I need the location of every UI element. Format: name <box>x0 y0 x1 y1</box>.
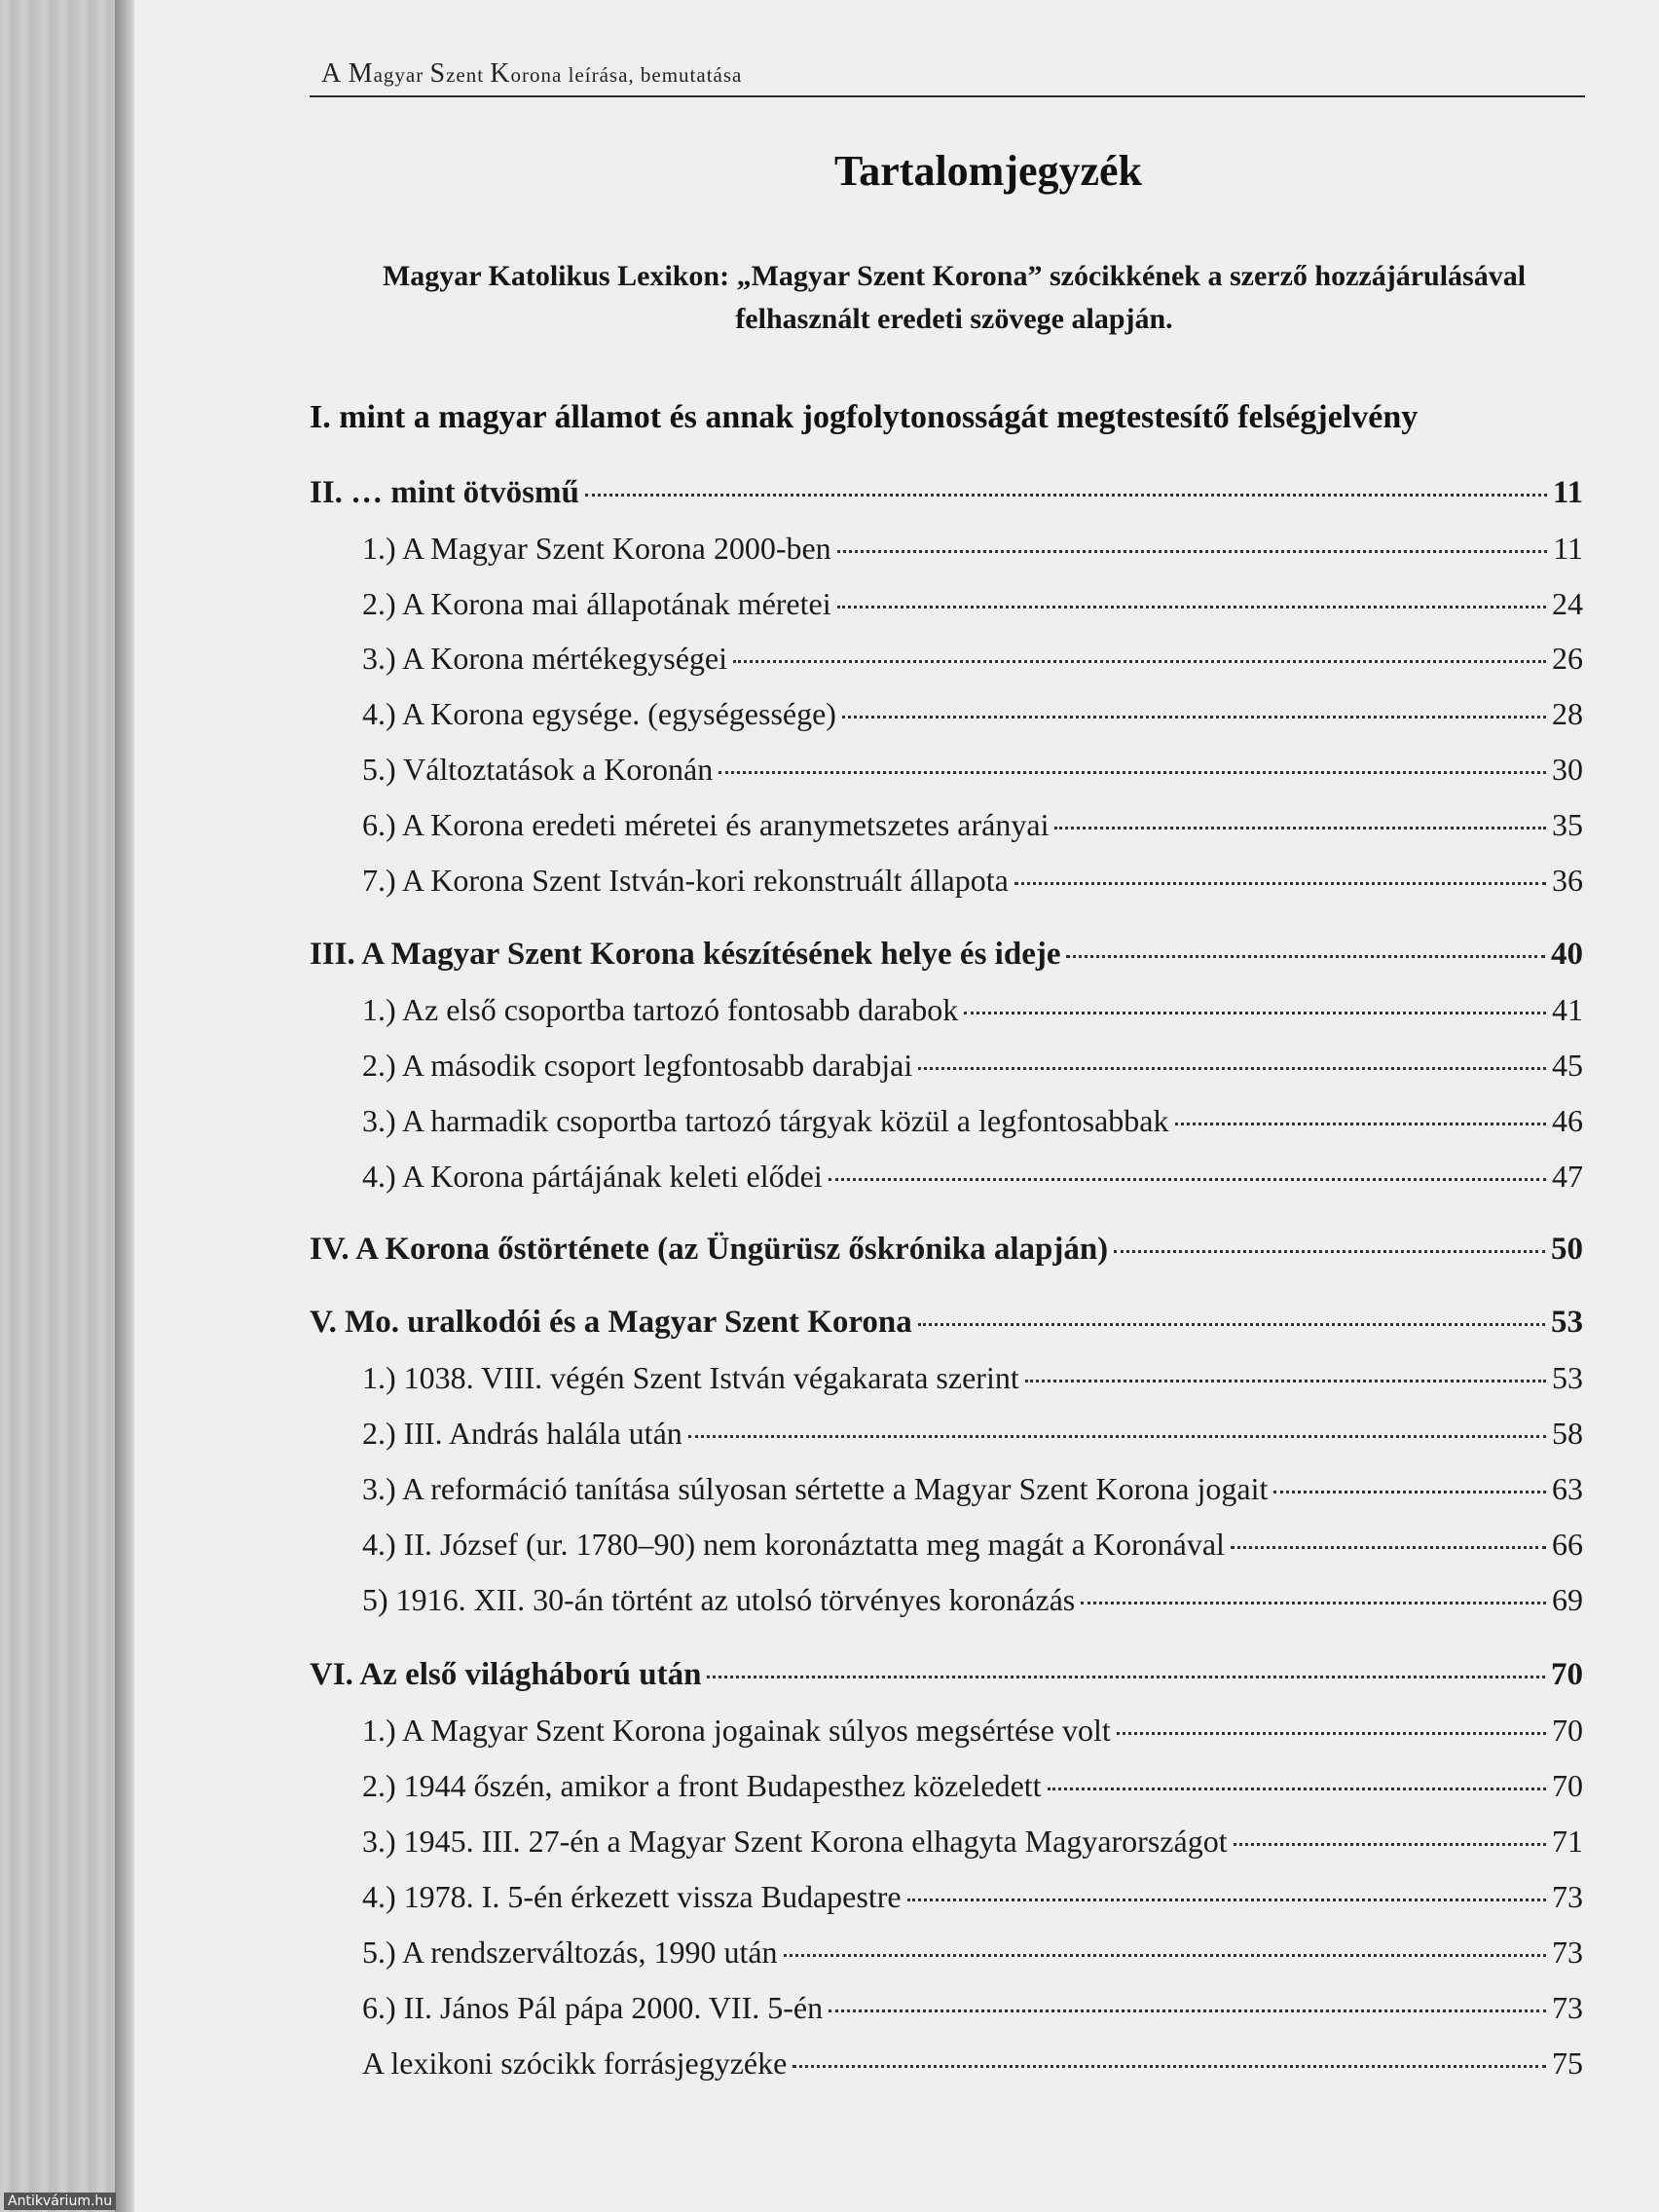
toc-entry-title: 1.) A Magyar Szent Korona jogainak súlyos megsértése volt <box>362 1713 1111 1748</box>
toc-entry-title: 6.) II. János Pál pápa 2000. VII. 5-én <box>362 1990 824 2025</box>
toc-entry <box>362 2046 1583 2082</box>
page-edge-shadow <box>115 0 136 2212</box>
toc-entry-title: 3.) 1945. III. 27-én a Magyar Szent Korona elhagyta Magyarországot <box>362 1824 1228 1859</box>
toc-page-number: 53 <box>1551 1305 1583 1340</box>
toc-entry <box>310 1232 1583 1268</box>
toc-entry <box>362 696 1583 732</box>
dot-leader <box>1231 1546 1546 1549</box>
toc-entry <box>310 1305 1583 1341</box>
dot-leader <box>1066 955 1545 958</box>
toc-entry <box>362 1768 1583 1804</box>
toc-entry-title: 6.) A Korona eredeti méretei és aranymetszetes arányai <box>362 807 1050 842</box>
subtitle-line-2: felhasznált eredeti szövege alapján. <box>735 303 1173 335</box>
toc-page-number: 70 <box>1552 1713 1583 1748</box>
toc-entry <box>362 807 1583 843</box>
dot-leader <box>1081 1602 1546 1604</box>
toc-entry-title: 7.) A Korona Szent István-kori rekonstruált állapota <box>362 863 1009 898</box>
dot-leader <box>733 660 1546 663</box>
toc-entry-title: VI. Az első világháború után <box>310 1657 702 1692</box>
toc-entry <box>362 1582 1583 1618</box>
toc-page-number: 73 <box>1552 1879 1583 1914</box>
toc-entry-title: II. … mint ötvösmű <box>310 475 579 510</box>
toc-entry-title: 1.) Az első csoportba tartozó fontosabb darabok <box>362 992 959 1027</box>
dot-leader <box>793 2065 1546 2068</box>
toc-entry <box>362 1360 1583 1396</box>
toc-page-number: 45 <box>1552 1048 1583 1083</box>
toc-entry-title: 3.) A harmadik csoportba tartozó tárgyak közül a legfontosabbak <box>362 1103 1169 1138</box>
subtitle-line-1: Magyar Katolikus Lexikon: „Magyar Szent Korona” szócikkének a szerző hozzájárulásával <box>382 260 1527 292</box>
toc-page-number: 71 <box>1552 1824 1583 1859</box>
toc-entry-title: 4.) 1978. I. 5-én érkezett vissza Budapestre <box>362 1879 902 1914</box>
dot-leader <box>585 494 1547 497</box>
toc-entry-title: 3.) A Korona mértékegységei <box>362 641 727 676</box>
dot-leader <box>918 1323 1545 1326</box>
watermark: Antikvárium.hu <box>4 2193 116 2210</box>
toc-entry-title: III. A Magyar Szent Korona készítésének helye és ideje <box>310 937 1061 972</box>
toc-page-number: 30 <box>1552 752 1583 787</box>
part-one-heading: I. mint a magyar államot és annak jogfolytonosságát megtestesítő felségjelvény <box>310 399 1419 435</box>
toc-entry <box>362 1935 1583 1971</box>
toc-entry <box>310 1657 1583 1693</box>
toc-page-number: 50 <box>1551 1232 1583 1267</box>
toc-entry-title: 4.) II. József (ur. 1780–90) nem koronáztatta meg magát a Koronával <box>362 1527 1225 1562</box>
dot-leader <box>1114 1250 1545 1253</box>
toc-page-number: 75 <box>1552 2046 1583 2081</box>
dot-leader <box>907 1899 1546 1901</box>
toc-entry <box>362 1159 1583 1195</box>
toc-entry <box>362 1879 1583 1915</box>
subtitle <box>321 255 1587 341</box>
toc-page-number: 73 <box>1552 1935 1583 1970</box>
toc-page-number: 58 <box>1552 1416 1583 1451</box>
toc-entry-title: 5) 1916. XII. 30-án történt az utolsó törvényes koronázás <box>362 1582 1076 1617</box>
header-rule <box>310 95 1585 97</box>
toc-page-number: 70 <box>1551 1657 1583 1692</box>
dot-leader <box>918 1067 1546 1070</box>
toc-entry-title: A lexikoni szócikk forrásjegyzéke <box>362 2046 788 2081</box>
page-title: Tartalomjegyzék <box>833 147 1143 195</box>
dot-leader <box>707 1676 1545 1678</box>
toc-entry <box>362 752 1583 788</box>
toc-entry <box>362 641 1583 677</box>
toc-entry <box>362 586 1583 622</box>
toc-entry-title: 2.) A Korona mai állapotának méretei <box>362 586 831 621</box>
dot-leader <box>964 1012 1546 1014</box>
toc-entry-title: 3.) A reformáció tanítása súlyosan sértette a Magyar Szent Korona jogait <box>362 1471 1269 1506</box>
dot-leader <box>837 606 1546 608</box>
dot-leader <box>842 716 1546 719</box>
toc-entry <box>362 1048 1583 1084</box>
toc-entry <box>362 1416 1583 1452</box>
toc-entry <box>362 1471 1583 1507</box>
toc-entry-title: 1.) A Magyar Szent Korona 2000-ben <box>362 531 831 566</box>
toc-entry-title: 4.) A Korona pártájának keleti elődei <box>362 1159 823 1194</box>
toc-page-number: 36 <box>1552 863 1583 898</box>
toc-entry <box>310 937 1583 973</box>
toc-page-number: 40 <box>1551 937 1583 972</box>
toc-entry <box>362 1103 1583 1139</box>
dot-leader <box>1025 1380 1546 1382</box>
toc-entry-title: 2.) A második csoport legfontosabb darabjai <box>362 1048 913 1083</box>
toc-page-number: 63 <box>1552 1471 1583 1506</box>
toc-page-number: 46 <box>1552 1103 1583 1138</box>
toc-entry-title: 2.) III. András halála után <box>362 1416 682 1451</box>
toc-entry <box>310 475 1583 511</box>
toc-entry <box>362 531 1583 567</box>
toc-page-number: 11 <box>1552 475 1583 510</box>
dot-leader <box>719 771 1546 774</box>
dot-leader <box>1175 1123 1547 1125</box>
toc-entry <box>362 1990 1583 2026</box>
toc-page-number: 26 <box>1552 641 1583 676</box>
dot-leader <box>1117 1732 1546 1735</box>
toc-entry <box>362 1713 1583 1749</box>
toc-page-number: 70 <box>1552 1768 1583 1803</box>
toc-entry-title: 5.) A rendszerváltozás, 1990 után <box>362 1935 778 1970</box>
toc-entry-title: V. Mo. uralkodói és a Magyar Szent Korona <box>310 1305 912 1340</box>
dot-leader <box>1048 1788 1546 1790</box>
dot-leader <box>688 1435 1546 1438</box>
toc-entry-title: 2.) 1944 őszén, amikor a front Budapesthez közeledett <box>362 1768 1042 1803</box>
dot-leader <box>829 2009 1546 2012</box>
toc-page-number: 41 <box>1552 992 1583 1027</box>
toc-entry <box>362 1824 1583 1860</box>
dot-leader <box>1273 1491 1546 1493</box>
toc-page-number: 73 <box>1552 1990 1583 2025</box>
dot-leader <box>1234 1843 1546 1846</box>
toc-page-number: 53 <box>1552 1360 1583 1395</box>
dot-leader <box>829 1178 1546 1181</box>
toc-entry <box>362 1527 1583 1563</box>
toc-page-number: 47 <box>1552 1159 1583 1194</box>
toc-page-number: 11 <box>1553 531 1583 566</box>
dot-leader <box>1014 882 1546 885</box>
toc-page-number: 69 <box>1552 1582 1583 1617</box>
toc-entry-title: IV. A Korona őstörténete (az Üngürüsz őskrónika alapján) <box>310 1232 1109 1267</box>
toc-page-number: 66 <box>1552 1527 1583 1562</box>
running-head: A Magyar Szent Korona leírása, bemutatása <box>321 58 743 89</box>
dot-leader <box>784 1954 1546 1957</box>
toc-entry <box>362 863 1583 899</box>
background-strip <box>0 0 125 2212</box>
dot-leader <box>837 550 1548 553</box>
toc-page-number: 24 <box>1552 586 1583 621</box>
toc-entry-title: 5.) Változtatások a Koronán <box>362 752 714 787</box>
toc-page-number: 35 <box>1552 807 1583 842</box>
dot-leader <box>1054 827 1546 830</box>
toc-page-number: 28 <box>1552 696 1583 731</box>
toc-entry-title: 1.) 1038. VIII. végén Szent István végakarata szerint <box>362 1360 1019 1395</box>
toc-entry-title: 4.) A Korona egysége. (egységessége) <box>362 696 836 731</box>
toc-entry <box>362 992 1583 1028</box>
